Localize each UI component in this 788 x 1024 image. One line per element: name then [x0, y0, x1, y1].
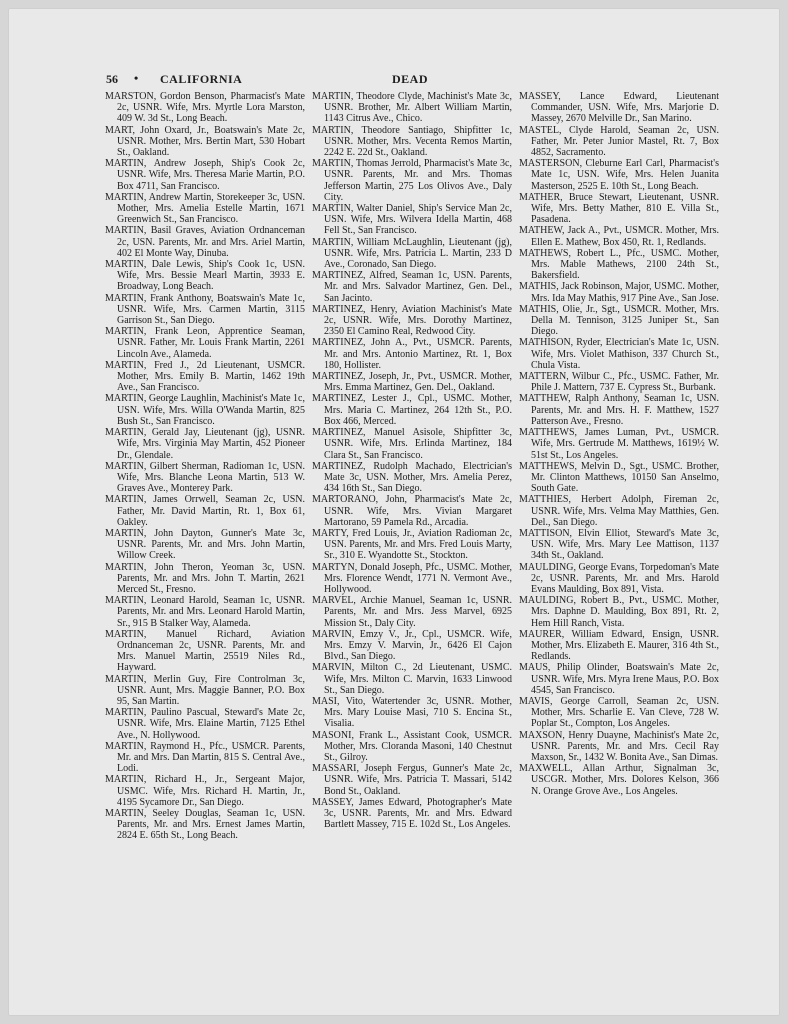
- casualty-entry: MARVIN, Emzy V., Jr., Cpl., USMCR. Wife, Mrs. Emzy V. Marvin, Jr., 6426 El Cajon Blvd., San Diego.: [312, 628, 512, 663]
- casualty-entry: MASTERSON, Cleburne Earl Carl, Pharmacist's Mate 1c, USN. Wife, Mrs. Helen Juanita Masterson, 2525 E. 10th St., Long Beach.: [519, 158, 719, 192]
- casualty-entry: MATTHIES, Herbert Adolph, Fireman 2c, USNR. Wife, Mrs. Velma May Matthies, Gen. Del., San Diego.: [519, 494, 719, 528]
- casualty-entry: MARTINEZ, Alfred, Seaman 1c, USN. Parents, Mr. and Mrs. Salvador Martinez, Gen. Del., San Jacinto.: [312, 270, 512, 304]
- casualty-entry: MATTHEW, Ralph Anthony, Seaman 1c, USN. Parents, Mr. and Mrs. H. F. Matthew, 1527 Patterson Ave., Fresno.: [519, 393, 719, 427]
- casualty-entry: MARTIN, Fred J., 2d Lieutenant, USMCR. Mother, Mrs. Emily B. Martin, 1462 19th Ave., San Francisco.: [105, 359, 305, 394]
- casualty-entry: MARVEL, Archie Manuel, Seaman 1c, USNR. Parents, Mr. and Mrs. Jess Marvel, 6925 Mission St., Daly City.: [312, 595, 512, 629]
- casualty-entry: MARTIN, Andrew Joseph, Ship's Cook 2c, USNR. Wife, Mrs. Theresa Marie Martin, P.O. Box 4711, San Francisco.: [105, 158, 305, 192]
- casualty-entry: MARTINEZ, Joseph, Jr., Pvt., USMCR. Mother, Mrs. Emma Martinez, Gen. Del., Oakland.: [312, 371, 512, 394]
- casualty-entry: MARTIN, Richard H., Jr., Sergeant Major, USMC. Wife, Mrs. Richard H. Martin, Jr., 4195 Sycamore Dr., San Diego.: [105, 774, 305, 808]
- casualty-entry: MARSTON, Gordon Benson, Pharmacist's Mate 2c, USNR. Wife, Mrs. Myrtle Lora Marston, 409 W. 3d St., Long Beach.: [105, 91, 305, 125]
- casualty-entry: MARTIN, Theodore Clyde, Machinist's Mate 3c, USNR. Brother, Mr. Albert William Martin, 1143 Citrus Ave., Chico.: [312, 91, 512, 125]
- casualty-entry: MATHIS, Olie, Jr., Sgt., USMCR. Mother, Mrs. Della M. Tennison, 3125 Juniper St., San Diego.: [519, 303, 719, 338]
- casualty-entry: MARTIN, Manuel Richard, Aviation Ordnanceman 2c, USNR. Parents, Mr. and Mrs. Manuel Martin, 25519 Niles Rd., Hayward.: [105, 628, 305, 674]
- casualty-entry: MARTIN, James Orrwell, Seaman 2c, USN. Father, Mr. David Martin, Rt. 1, Box 61, Oakley.: [105, 494, 305, 528]
- casualty-entry: MARTY, Fred Louis, Jr., Aviation Radioman 2c, USN. Parents, Mr. and Mrs. Fred Louis Marty, Sr., 310 E. Wyandotte St., Stockton.: [312, 527, 512, 562]
- casualty-entry: MAULDING, George Evans, Torpedoman's Mate 2c, USNR. Parents, Mr. and Mrs. Harold Evans Maulding, Box 891, Vista.: [519, 561, 719, 595]
- casualty-entry: MARTIN, Dale Lewis, Ship's Cook 1c, USN. Wife, Mrs. Bessie Mearl Martin, 3933 E. Broadway, Long Beach.: [105, 259, 305, 293]
- casualty-entry: MARTIN, Frank Leon, Apprentice Seaman, USNR. Father, Mr. Louis Frank Martin, 2261 Lincoln Ave., Alameda.: [105, 326, 305, 360]
- casualty-entry: MARTIN, John Theron, Yeoman 3c, USN. Parents, Mr. and Mrs. John T. Martin, 2621 Merced St., Fresno.: [105, 561, 305, 595]
- casualty-entry: MARTYN, Donald Joseph, Pfc., USMC. Mother, Mrs. Florence Wendt, 1771 N. Vermont Ave., Hollywood.: [312, 561, 512, 595]
- casualty-entry: MARTIN, George Laughlin, Machinist's Mate 1c, USN. Wife, Mrs. Willa O'Wanda Martin, 825 Bush St., San Francisco.: [105, 393, 305, 427]
- casualty-entry: MAXWELL, Allan Arthur, Signalman 3c, USCGR. Mother, Mrs. Dolores Kelson, 366 N. Orange Grove Ave., Los Angeles.: [519, 763, 719, 797]
- casualty-entry: MATHER, Bruce Stewart, Lieutenant, USNR. Wife, Mrs. Betty Mather, 810 E. Villa St., Pasadena.: [519, 191, 719, 226]
- document-page: [8, 8, 780, 1016]
- casualty-entry: MATHEWS, Robert L., Pfc., USMC. Mother, Mrs. Mable Mathews, 2100 24th St., Bakersfield.: [519, 247, 719, 282]
- casualty-entry: MARTINEZ, John A., Pvt., USMCR. Parents, Mr. and Mrs. Antonio Martinez, Rt. 1, Box 180, Hollister.: [312, 337, 512, 371]
- casualty-entry: MASSARI, Joseph Fergus, Gunner's Mate 2c, USNR. Wife, Mrs. Patricia T. Massari, 5142 Bond St., Oakland.: [312, 763, 512, 797]
- casualty-entry: MARTIN, Thomas Jerrold, Pharmacist's Mate 3c, USNR. Parents, Mr. and Mrs. Thomas Jefferson Martin, 275 Los Olivos Ave., Daly City.: [312, 158, 512, 203]
- state-heading: CALIFORNIA: [160, 72, 243, 86]
- casualty-entry: MARTIN, Andrew Martin, Storekeeper 3c, USN. Mother, Mrs. Amelia Estelle Martin, 1671 Greenwich St., San Francisco.: [105, 191, 305, 226]
- casualty-entry: MARTIN, Seeley Douglas, Seaman 1c, USN. Parents, Mr. and Mrs. Ernest James Martin, 2824 E. 65th St., Long Beach.: [105, 808, 305, 842]
- page-header: [106, 72, 766, 88]
- casualty-entry: MARTIN, Gilbert Sherman, Radioman 1c, USN. Wife, Mrs. Blanche Leona Martin, 513 W. Graves Ave., Monterey Park.: [105, 460, 305, 495]
- casualty-entry: MARTINEZ, Henry, Aviation Machinist's Mate 2c, USNR. Wife, Mrs. Dorothy Martinez, 2350 El Camino Real, Redwood City.: [312, 303, 512, 338]
- casualty-entry: MAUS, Philip Olinder, Boatswain's Mate 2c, USNR. Wife, Mrs. Myra Irene Maus, P.O. Box 4545, San Francisco.: [519, 662, 719, 696]
- casualty-entry: MASONI, Frank L., Assistant Cook, USMCR. Mother, Mrs. Cloranda Masoni, 140 Chestnut St., Gilroy.: [312, 729, 512, 763]
- casualty-entry: MARTIN, Merlin Guy, Fire Controlman 3c, USNR. Aunt, Mrs. Maggie Banner, P.O. Box 95, San Martin.: [105, 673, 305, 707]
- casualty-entry: MART, John Oxard, Jr., Boatswain's Mate 2c, USNR. Mother, Mrs. Bertin Mart, 530 Hobart St., Oakland.: [105, 124, 305, 159]
- bullet-separator: •: [134, 71, 139, 85]
- column-1: [105, 91, 305, 842]
- casualty-entry: MARTINEZ, Manuel Asisole, Shipfitter 3c, USNR. Wife, Mrs. Erlinda Martinez, 184 Clara St., San Francisco.: [312, 427, 512, 461]
- casualty-entry: MARTIN, Walter Daniel, Ship's Service Man 2c, USN. Wife, Mrs. Wilvera Idella Martin, 468 Fell St., San Francisco.: [312, 203, 512, 237]
- casualty-entry: MASSEY, Lance Edward, Lieutenant Commander, USN. Wife, Mrs. Marjorie D. Massey, 2670 Melville Dr., San Marino.: [519, 91, 719, 125]
- casualty-entry: MASTEL, Clyde Harold, Seaman 2c, USN. Father, Mr. Peter Junior Mastel, Rt. 7, Box 4852, Sacramento.: [519, 124, 719, 159]
- section-heading: DEAD: [392, 72, 429, 86]
- casualty-entry: MASSEY, James Edward, Photographer's Mate 3c, USNR. Parents, Mr. and Mrs. Edward Bartlett Massey, 715 E. 102d St., Los Angeles.: [312, 796, 512, 831]
- casualty-entry: MATTHEWS, James Luman, Pvt., USMCR. Wife, Mrs. Gertrude M. Matthews, 1619½ W. 51st St., Los Angeles.: [519, 427, 719, 461]
- casualty-entry: MARTIN, Frank Anthony, Boatswain's Mate 1c, USNR. Wife, Mrs. Carmen Martin, 3115 Garrison St., San Diego.: [105, 292, 305, 327]
- casualty-entry: MARTIN, Raymond H., Pfc., USMCR. Parents, Mr. and Mrs. Dan Martin, 815 S. Central Ave., Lodi.: [105, 740, 305, 775]
- casualty-entry: MARTIN, William McLaughlin, Lieutenant (jg), USNR. Wife, Mrs. Patricia L. Martin, 233 D Ave., Coronado, San Diego.: [312, 236, 512, 271]
- column-2: [312, 91, 512, 830]
- casualty-entry: MASI, Vito, Watertender 3c, USNR. Mother, Mrs. Mary Louise Masi, 710 S. Encina St., Visalia.: [312, 695, 512, 730]
- casualty-entry: MAULDING, Robert B., Pvt., USMC. Mother, Mrs. Daphne D. Maulding, Box 891, Rt. 2, Hem Hill Ranch, Vista.: [519, 595, 719, 629]
- casualty-entry: MAXSON, Henry Duayne, Machinist's Mate 2c, USNR. Parents, Mr. and Mrs. Cecil Ray Maxson, Sr., 1432 W. Bonita Ave., San Dimas.: [519, 729, 719, 763]
- casualty-entry: MARTIN, Gerald Jay, Lieutenant (jg), USNR. Wife, Mrs. Virginia May Martin, 452 Pioneer Dr., Glendale.: [105, 427, 305, 461]
- casualty-entry: MAURER, William Edward, Ensign, USNR. Mother, Mrs. Elizabeth E. Maurer, 316 4th St., Redlands.: [519, 628, 719, 663]
- casualty-entry: MARTINEZ, Rudolph Machado, Electrician's Mate 3c, USN. Mother, Mrs. Amelia Perez, 434 16th St., San Diego.: [312, 460, 512, 495]
- casualty-entry: MARTINEZ, Lester J., Cpl., USMC. Mother, Mrs. Maria C. Martinez, 264 12th St., P.O. Box 466, Merced.: [312, 393, 512, 427]
- casualty-entry: MATTISON, Elvin Elliot, Steward's Mate 3c, USN. Wife, Mrs. Mary Lee Mattison, 1137 34th St., Oakland.: [519, 527, 719, 562]
- casualty-entry: MARTIN, Theodore Santiago, Shipfitter 1c, USNR. Mother, Mrs. Vecenta Remos Martin, 2242 E. 22d St., Oakland.: [312, 124, 512, 159]
- casualty-entry: MARVIN, Milton C., 2d Lieutenant, USMC. Wife, Mrs. Milton C. Marvin, 1633 Linwood St., San Diego.: [312, 662, 512, 696]
- casualty-entry: MARTIN, Leonard Harold, Seaman 1c, USNR. Parents, Mr. and Mrs. Leonard Harold Martin, Sr., 915 B Stalker Way, Alameda.: [105, 595, 305, 629]
- column-3: [519, 91, 719, 797]
- casualty-entry: MATHIS, Jack Robinson, Major, USMC. Mother, Mrs. Ida May Mathis, 917 Pine Ave., San Jose.: [519, 281, 719, 304]
- page-number: 56: [106, 72, 118, 86]
- casualty-entry: MARTIN, Paulino Pascual, Steward's Mate 2c, USNR. Wife, Mrs. Elaine Martin, 7125 Ethel Ave., N. Hollywood.: [105, 707, 305, 741]
- casualty-entry: MARTORANO, John, Pharmacist's Mate 2c, USNR. Wife, Mrs. Vivian Margaret Martorano, 59 Pamela Rd., Arcadia.: [312, 494, 512, 528]
- casualty-entry: MAVIS, George Carroll, Seaman 2c, USN. Mother, Mrs. Scharlie E. Van Cleve, 728 W. Poplar St., Compton, Los Angeles.: [519, 695, 719, 730]
- casualty-entry: MARTIN, Basil Graves, Aviation Ordnanceman 2c, USN. Parents, Mr. and Mrs. Ariel Martin, 402 El Monte Way, Dinuba.: [105, 225, 305, 259]
- casualty-entry: MATTERN, Wilbur C., Pfc., USMC. Father, Mr. Phile J. Mattern, 737 E. Cypress St., Burbank.: [519, 371, 719, 394]
- casualty-entry: MATTHEWS, Melvin D., Sgt., USMC. Brother, Mr. Clinton Matthews, 10150 San Anselmo, South Gate.: [519, 460, 719, 495]
- casualty-entry: MATHEW, Jack A., Pvt., USMCR. Mother, Mrs. Ellen E. Mathew, Box 450, Rt. 1, Redlands.: [519, 225, 719, 248]
- casualty-entry: MATHISON, Ryder, Electrician's Mate 1c, USN. Wife, Mrs. Violet Mathison, 337 Church St., Chula Vista.: [519, 337, 719, 371]
- casualty-entry: MARTIN, John Dayton, Gunner's Mate 3c, USNR. Parents, Mr. and Mrs. John Martin, Willow Creek.: [105, 527, 305, 562]
